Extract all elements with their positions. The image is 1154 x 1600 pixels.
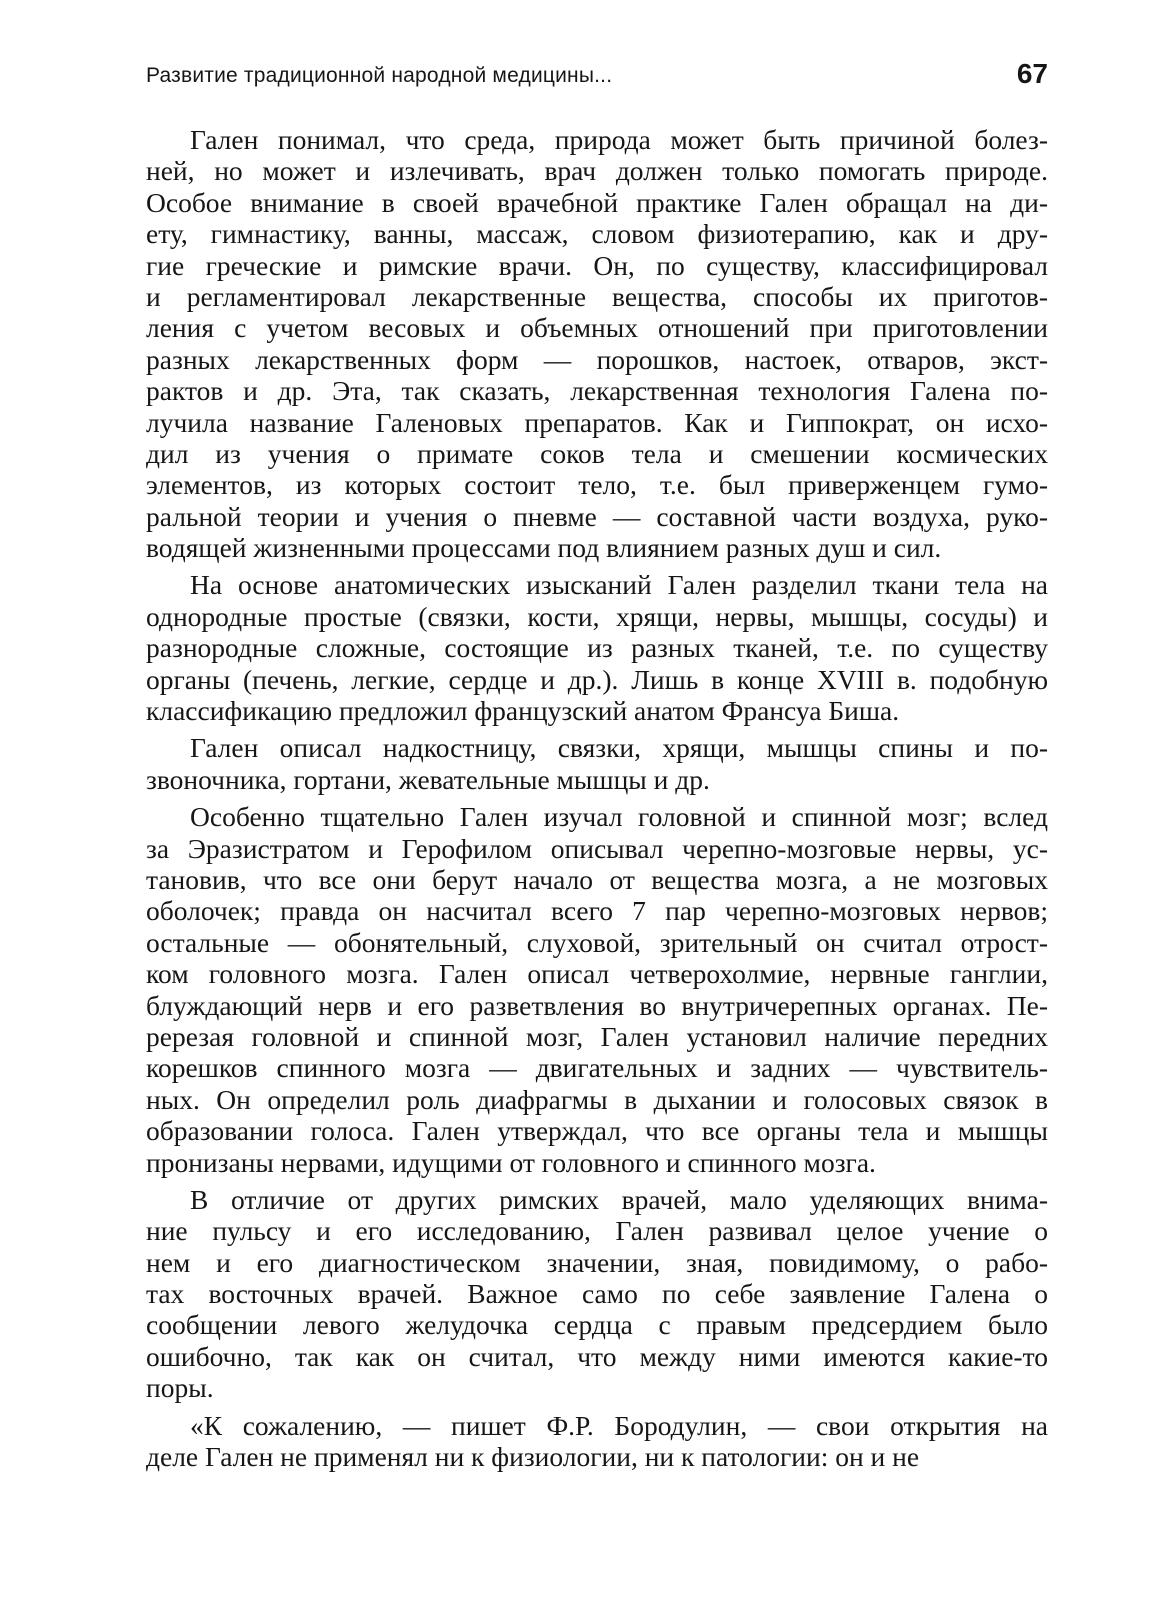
paragraph xyxy=(146,569,1048,726)
page-number: 67 xyxy=(1016,58,1048,89)
text-line: ления с учетом весовых и объемных отношений при приготовлении xyxy=(146,312,1048,344)
text-line: оболочек; правда он насчитал всего 7 пар черепно-мозговых нервов; xyxy=(146,895,1048,927)
text-line: Гален описал надкостницу, связки, хрящи, мышцы спины и по- xyxy=(190,732,1048,764)
text-line: поры. xyxy=(146,1372,214,1404)
paragraph xyxy=(146,801,1048,1178)
text-line: «К сожалению, — пишет Ф.Р. Бородулин, — свои открытия на xyxy=(190,1409,1048,1441)
text-line: ошибочно, так как он считал, что между ними имеются какие-то xyxy=(146,1340,1048,1372)
text-line: элементов, из которых состоит тело, т.е. был приверженцем гумо- xyxy=(146,469,1048,501)
text-line: лучила название Галеновых препаратов. Как и Гиппократ, он исхо- xyxy=(146,406,1048,438)
text-line: тановив, что все они берут начало от вещества мозга, а не мозговых xyxy=(146,863,1048,895)
text-line: корешков спинного мозга — двигательных и задних — чувствитель- xyxy=(146,1052,1048,1084)
text-line: ных. Он определил роль диафрагмы в дыхании и голосовых связок в xyxy=(146,1083,1048,1115)
text-line: дил из учения о примате соков тела и смешении космических xyxy=(146,437,1048,469)
paragraph xyxy=(146,1410,1048,1473)
text-line: ней, но может и излечивать, врач должен только помогать природе. xyxy=(146,155,1048,187)
text-line: водящей жизненными процессами под влиянием разных душ и сил. xyxy=(146,532,942,564)
text-line: разнородные сложные, состоящие из разных тканей, т.е. по существу xyxy=(146,632,1048,664)
text-line: Гален понимал, что среда, природа может быть причиной болез- xyxy=(190,124,1048,155)
text-line: нем и его диагностическом значении, зная, повидимому, о рабо- xyxy=(146,1246,1048,1278)
paragraph xyxy=(146,1184,1048,1404)
text-line: ральной теории и учения о пневме — составной части воздуха, руко- xyxy=(146,500,1048,532)
text-line: пронизаны нервами, идущими от головного и спинного мозга. xyxy=(146,1146,876,1178)
text-line: тах восточных врачей. Важное само по себе заявление Галена о xyxy=(146,1278,1048,1310)
text-line: остальные — обонятельный, слуховой, зрительный он считал отрост- xyxy=(146,926,1048,958)
running-header xyxy=(146,58,1048,92)
text-line: рактов и др. Эта, так сказать, лекарственная технология Галена по- xyxy=(146,375,1048,407)
text-line: ком головного мозга. Гален описал четверохолмие, нервные ганглии, xyxy=(146,958,1048,990)
text-line: однородные простые (связки, кости, хрящи, нервы, мышцы, сосуды) и xyxy=(146,600,1048,632)
text-line: звоночника, гортани, жевательные мышцы и др. xyxy=(146,763,710,795)
text-line: органы (печень, легкие, сердце и др.). Лишь в конце XVIII в. подобную xyxy=(146,663,1048,695)
text-line: разных лекарственных форм — порошков, настоек, отваров, экст- xyxy=(146,343,1048,375)
text-line: ету, гимнастику, ванны, массаж, словом физиотерапию, как и дру- xyxy=(146,218,1048,250)
body-text xyxy=(146,124,1048,1478)
text-line: сообщении левого желудочка сердца с правым предсердием было xyxy=(146,1309,1048,1341)
text-line: Особое внимание в своей врачебной практике Гален обращал на ди- xyxy=(146,186,1048,218)
text-line: ререзая головной и спинной мозг, Гален установил наличие передних xyxy=(146,1020,1048,1052)
text-line: ние пульсу и его исследованию, Гален развивал целое учение о xyxy=(146,1215,1048,1247)
paragraph xyxy=(146,124,1048,563)
text-line: деле Гален не применял ни к физиологии, ни к патологии: он и не xyxy=(146,1441,920,1473)
text-line: В отличие от других римских врачей, мало уделяющих внима- xyxy=(190,1183,1048,1215)
text-line: На основе анатомических изысканий Гален разделил ткани тела на xyxy=(190,569,1048,601)
text-line: и регламентировал лекарственные вещества, способы их приготов- xyxy=(146,280,1048,312)
text-line: блуждающий нерв и его разветвления во внутричерепных органах. Пе- xyxy=(146,989,1048,1021)
paragraph xyxy=(146,732,1048,795)
running-title: Развитие традиционной народной медицины... xyxy=(146,64,613,87)
text-line: образовании голоса. Гален утверждал, что все органы тела и мышцы xyxy=(146,1115,1048,1147)
text-line: гие греческие и римские врачи. Он, по существу, классифицировал xyxy=(146,249,1048,281)
text-line: за Эразистратом и Герофилом описывал черепно-мозговые нервы, ус- xyxy=(146,832,1048,864)
text-line: Особенно тщательно Гален изучал головной и спинной мозг; вслед xyxy=(190,801,1048,833)
text-line: классификацию предложил французский анатом Франсуа Биша. xyxy=(146,695,900,727)
